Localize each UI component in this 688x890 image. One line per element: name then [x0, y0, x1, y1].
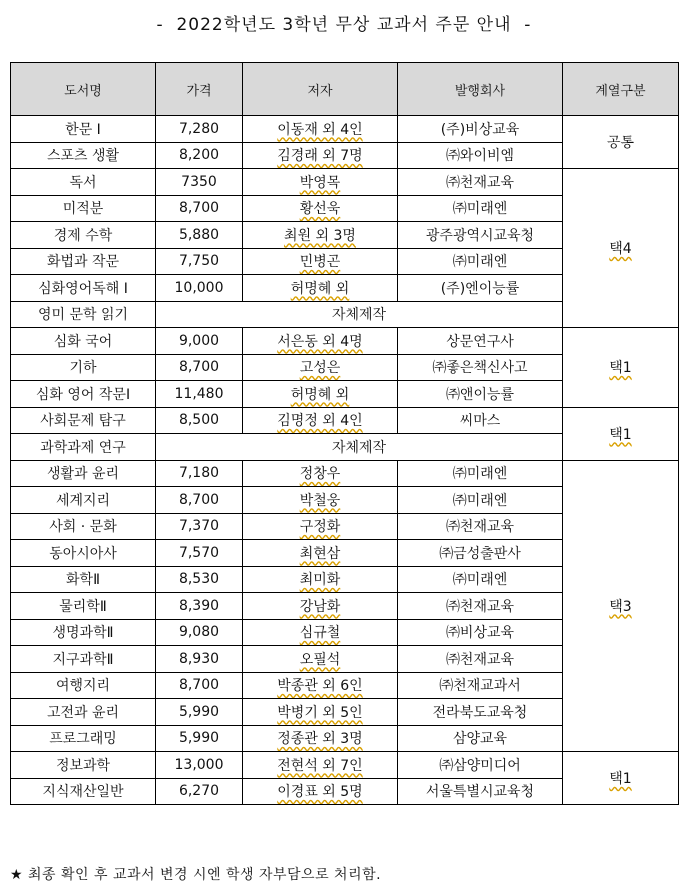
author-cell	[243, 752, 398, 779]
category-text: 택1	[609, 426, 632, 443]
author-text: 박영목	[299, 174, 341, 191]
category-cell	[563, 116, 679, 169]
publisher-cell: ㈜미래엔	[398, 566, 563, 593]
author-text: 허명혜 외	[290, 280, 350, 297]
author-text: 오필석	[299, 651, 341, 668]
table-row	[11, 752, 679, 779]
author-cell	[243, 354, 398, 381]
book-name-cell: 생활과 윤리	[11, 460, 156, 487]
header-price: 가격	[156, 63, 243, 116]
publisher-cell: 씨마스	[398, 407, 563, 434]
price-cell: 8,700	[156, 195, 243, 222]
publisher-cell: ㈜좋은책신사고	[398, 354, 563, 381]
category-cell	[563, 407, 679, 460]
category-text: 택1	[609, 771, 632, 787]
publisher-cell: ㈜와이비엠	[398, 142, 563, 169]
book-name-cell: 화학Ⅱ	[11, 566, 156, 593]
publisher-cell: ㈜앤이능률	[398, 381, 563, 408]
price-cell: 5,880	[156, 222, 243, 249]
author-cell	[243, 195, 398, 222]
header-publisher: 발행회사	[398, 63, 563, 116]
publisher-cell: 상문연구사	[398, 328, 563, 355]
book-name-cell: 고전과 윤리	[11, 699, 156, 726]
author-text: 전현석 외 7인	[277, 757, 363, 774]
table-header-row	[11, 63, 679, 116]
price-cell: 13,000	[156, 752, 243, 779]
author-cell	[243, 460, 398, 487]
publisher-cell: ㈜미래엔	[398, 487, 563, 514]
book-name-cell: 지식재산일반	[11, 778, 156, 805]
price-cell: 8,200	[156, 142, 243, 169]
author-text: 최현삼	[299, 545, 341, 562]
author-cell	[243, 725, 398, 752]
category-cell	[563, 460, 679, 752]
author-cell	[243, 142, 398, 169]
price-cell: 9,000	[156, 328, 243, 355]
publisher-cell: ㈜비상교육	[398, 619, 563, 646]
author-text: 민병곤	[299, 254, 341, 271]
price-cell: 7,180	[156, 460, 243, 487]
author-text: 강남화	[299, 598, 341, 615]
price-cell: 8,700	[156, 354, 243, 381]
author-cell	[243, 169, 398, 196]
book-name-cell: 심화영어독해 Ⅰ	[11, 275, 156, 302]
category-cell	[563, 752, 679, 805]
book-name-cell: 지구과학Ⅱ	[11, 646, 156, 673]
table-row	[11, 328, 679, 355]
footer-note: ★ 최종 확인 후 교과서 변경 시엔 학생 자부담으로 처리함.	[10, 867, 382, 883]
publisher-cell: 광주광역시교육청	[398, 222, 563, 249]
publisher-cell: 서울특별시교육청	[398, 778, 563, 805]
price-cell: 7,370	[156, 513, 243, 540]
author-text: 심규철	[299, 625, 341, 642]
book-name-cell: 과학과제 연구	[11, 434, 156, 461]
book-name-cell: 세계지리	[11, 487, 156, 514]
author-text: 서은동 외 4명	[277, 333, 363, 350]
book-name-cell: 한문 Ⅰ	[11, 116, 156, 143]
price-cell: 7,280	[156, 116, 243, 143]
author-cell	[243, 619, 398, 646]
author-cell	[243, 646, 398, 673]
book-name-cell: 프로그래밍	[11, 725, 156, 752]
table-row	[11, 169, 679, 196]
category-text: 택1	[609, 360, 632, 377]
price-cell: 7,570	[156, 540, 243, 567]
publisher-cell: 삼양교육	[398, 725, 563, 752]
author-cell	[243, 275, 398, 302]
author-cell	[243, 699, 398, 726]
category-text: 택4	[609, 241, 632, 257]
author-cell	[243, 381, 398, 408]
book-name-cell: 정보과학	[11, 752, 156, 779]
publisher-cell: ㈜금성출판사	[398, 540, 563, 567]
book-name-cell: 미적분	[11, 195, 156, 222]
author-text: 박병기 외 5인	[277, 704, 363, 721]
price-cell: 5,990	[156, 725, 243, 752]
book-name-cell: 여행지리	[11, 672, 156, 699]
header-author: 저자	[243, 63, 398, 116]
table-row	[11, 116, 679, 143]
author-text: 구정화	[299, 519, 341, 536]
publisher-cell: ㈜삼양미디어	[398, 752, 563, 779]
price-cell: 9,080	[156, 619, 243, 646]
book-name-cell: 화법과 작문	[11, 248, 156, 275]
author-text: 허명혜 외	[290, 386, 350, 403]
price-cell: 8,390	[156, 593, 243, 620]
author-cell	[243, 407, 398, 434]
price-cell: 7,750	[156, 248, 243, 275]
book-name-cell: 심화 영어 작문Ⅰ	[11, 381, 156, 408]
author-text: 정창우	[299, 466, 341, 483]
author-cell	[243, 540, 398, 567]
publisher-cell: ㈜천재교육	[398, 513, 563, 540]
book-name-cell: 사회문제 탐구	[11, 407, 156, 434]
book-name-cell: 동아시아사	[11, 540, 156, 567]
author-text: 최미화	[299, 572, 341, 589]
publisher-cell: ㈜미래엔	[398, 248, 563, 275]
publisher-cell: 전라북도교육청	[398, 699, 563, 726]
book-name-cell: 기하	[11, 354, 156, 381]
price-cell: 8,700	[156, 487, 243, 514]
author-text: 김경래 외 7명	[277, 148, 363, 165]
price-cell: 5,990	[156, 699, 243, 726]
author-text: 황선욱	[299, 201, 341, 218]
author-cell	[243, 778, 398, 805]
table-body	[11, 116, 679, 805]
author-text: 이동재 외 4인	[277, 121, 363, 138]
price-cell: 7350	[156, 169, 243, 196]
price-cell: 11,480	[156, 381, 243, 408]
price-cell: 8,700	[156, 672, 243, 699]
author-cell	[243, 566, 398, 593]
author-cell	[243, 593, 398, 620]
author-cell	[243, 222, 398, 249]
author-text: 박철웅	[299, 492, 341, 509]
price-cell: 8,930	[156, 646, 243, 673]
author-text: 최원 외 3명	[284, 227, 356, 244]
author-text: 이경표 외 5명	[277, 784, 363, 801]
publisher-cell: ㈜천재교육	[398, 646, 563, 673]
category-cell	[563, 328, 679, 408]
price-cell: 8,500	[156, 407, 243, 434]
table-row	[11, 407, 679, 434]
book-name-cell: 심화 국어	[11, 328, 156, 355]
author-text: 정종관 외 3명	[277, 731, 363, 748]
book-name-cell: 물리학Ⅱ	[11, 593, 156, 620]
self-made-cell: 자체제작	[156, 434, 563, 461]
author-text: 박종관 외 6인	[277, 678, 363, 695]
author-text: 김명정 외 4인	[277, 413, 363, 430]
publisher-cell: ㈜미래엔	[398, 460, 563, 487]
book-name-cell: 생명과학Ⅱ	[11, 619, 156, 646]
price-cell: 6,270	[156, 778, 243, 805]
book-name-cell: 경제 수학	[11, 222, 156, 249]
publisher-cell: ㈜미래엔	[398, 195, 563, 222]
price-cell: 8,530	[156, 566, 243, 593]
publisher-cell: (주)비상교육	[398, 116, 563, 143]
author-cell	[243, 328, 398, 355]
book-name-cell: 영미 문학 읽기	[11, 301, 156, 328]
category-cell	[563, 169, 679, 328]
header-category: 계열구분	[563, 63, 679, 116]
header-name: 도서명	[11, 63, 156, 116]
author-cell	[243, 248, 398, 275]
table-row	[11, 460, 679, 487]
textbook-order-table	[10, 62, 679, 805]
author-cell	[243, 672, 398, 699]
page-title: - 2022학년도 3학년 무상 교과서 주문 안내 -	[156, 15, 532, 35]
book-name-cell: 사회 · 문화	[11, 513, 156, 540]
category-text: 공통	[606, 135, 635, 151]
publisher-cell: (주)엔이능률	[398, 275, 563, 302]
book-name-cell: 스포츠 생활	[11, 142, 156, 169]
book-name-cell: 독서	[11, 169, 156, 196]
author-cell	[243, 116, 398, 143]
publisher-cell: ㈜천재교육	[398, 169, 563, 196]
self-made-cell: 자체제작	[156, 301, 563, 328]
publisher-cell: ㈜천재교과서	[398, 672, 563, 699]
price-cell: 10,000	[156, 275, 243, 302]
category-text: 택3	[609, 598, 632, 615]
publisher-cell: ㈜천재교육	[398, 593, 563, 620]
author-cell	[243, 487, 398, 514]
author-text: 고성은	[299, 360, 341, 377]
author-cell	[243, 513, 398, 540]
